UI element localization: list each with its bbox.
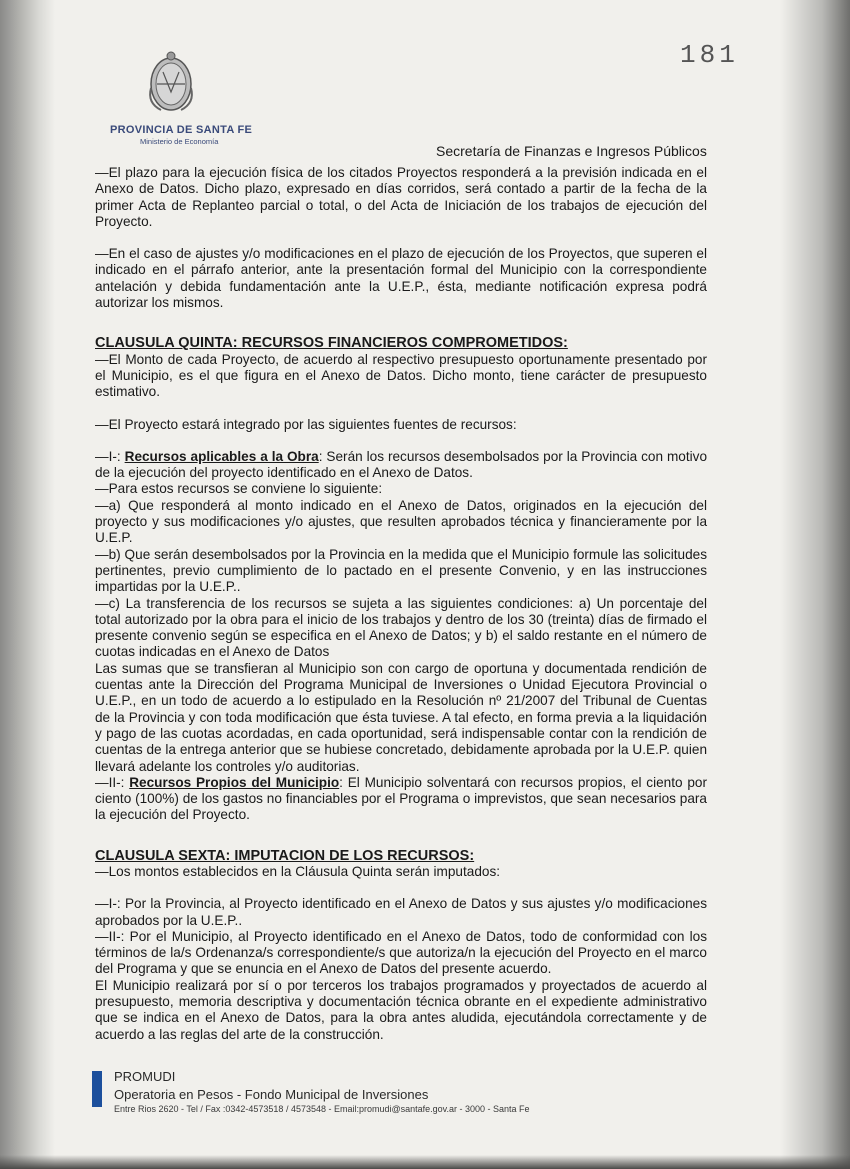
clause-label: CLAUSULA QUINTA: — [95, 335, 238, 352]
paragraph: Las sumas que se transfieran al Municipio son con cargo de oportuna y documentada rendición de cuentas ante la Dirección del Programa Municipal de Inversiones o Unidad Ejecutora Provincial o U.E.P., en un todo de acuerdo a lo estipulado en la Resolución nº 21/2007 del Tribunal de Cuentas de la Provincia y con toda modificación que ésta tuviese. A tal efecto, en forma previa a la liquidación y pago de las cuotas acordadas, en cada oportunidad, será indispensable contar con la rendición de cuentas de la entrega anterior que se hubiese concretado, debidamente aprobada por la U.E.P. quien llevará adelante los controles y/o auditorias. — [95, 660, 707, 774]
paragraph: —c) La transferencia de los recursos se sujeta a las siguientes condiciones: a) Un porcentaje del total autorizado por la obra para el inicio de los trabajos y dentro de los 30 (treinta) días de firmado el presente convenio según se especifica en el Anexo de Datos; y b) el saldo restante en el número de cuotas indicadas en el Anexo de Datos — [95, 595, 707, 660]
ministry-name: Ministerio de Economía — [140, 137, 219, 146]
paragraph: El Municipio realizará por sí o por terceros los trabajos programados y proyectados de acuerdo al presupuesto, memoria descriptiva y documentación técnica obrante en el expediente administrativo que se indica en el Anexo de Datos, para la obra antes aludida, ejecutándola correctamente y de acuerdo a las reglas del arte de la construcción. — [95, 977, 707, 1042]
clause-heading-quinta — [95, 335, 707, 351]
province-name: PROVINCIA DE SANTA FE — [110, 124, 253, 136]
subheading: Recursos Propios del Municipio — [129, 774, 340, 790]
paragraph: —I-: Por la Provincia, al Proyecto identificado en el Anexo de Datos y sus ajustes y/o modificaciones aprobados por la U.E.P.. — [95, 896, 707, 928]
item-prefix: —I-: — [95, 448, 125, 464]
footer-contact: Entre Rios 2620 - Tel / Fax :0342-4573518 / 4573548 - Email:promudi@santafe.gov.ar - 3000 - Santa Fe — [114, 1104, 530, 1114]
paragraph: —a) Que responderá al monto indicado en el Anexo de Datos, originados en la ejecución del proyecto y sus modificaciones y/o ajustes, que resulten aprobados técnica y financieramente por la U.E.P. — [95, 497, 707, 546]
paragraph: —Para estos recursos se conviene lo siguiente: — [95, 481, 383, 497]
paragraph: —El plazo para la ejecución física de los citados Proyectos responderá a la previsión indicada en el Anexo de Datos. Dicho plazo, expresado en días corridos, será contado a partir de la fecha de la primer Acta de Replanteo parcial o total, o del Acta de Iniciación de los trabajos de ejecución del Proyecto. — [95, 165, 707, 229]
paragraph: —El Monto de cada Proyecto, de acuerdo al respectivo presupuesto oportunamente presentado por el Municipio, es el que figura en el Anexo de Datos. Dicho monto, tiene carácter de presupuesto estimativo. — [95, 351, 707, 400]
clause-label: CLAUSULA SEXTA: — [95, 847, 231, 864]
bottom-shadow — [0, 1155, 850, 1169]
clause-title: IMPUTACION DE LOS RECURSOS: — [234, 847, 475, 864]
paragraph: —II-: Por el Municipio, al Proyecto identificado en el Anexo de Datos, todo de conformidad con los términos de la/s Ordenanza/s correspondiente/s que autoriza/n la ejecución del Proyecto en el marco del Programa y que se enuncia en el Anexo de Datos del presente acuerdo. — [95, 928, 707, 977]
footer-org: PROMUDI — [114, 1069, 176, 1084]
clause-heading-sexta — [95, 848, 707, 864]
paragraph — [95, 449, 707, 482]
footer-description: Operatoria en Pesos - Fondo Municipal de Inversiones — [114, 1087, 429, 1102]
paragraph: —b) Que serán desembolsados por la Provincia en la medida que el Municipio formule las solicitudes pertinentes, previo cumplimiento de lo pactado en el presente Convenio, y en las instrucciones impartidas por la U.E.P.. — [95, 546, 707, 595]
paragraph: —En el caso de ajustes y/o modificaciones en el plazo de ejecución de los Proyectos, que superen el indicado en el párrafo anterior, ante la presentación formal del Municipio con la correspondiente antelación y debida fundamentación ante la U.E.P., ésta, mediante notificación expresa podrá autorizar los mismos. — [95, 246, 707, 311]
footer-accent-bar — [92, 1071, 102, 1107]
item-text: : Serán los recursos desembolsados por la Provincia con motivo de la ejecución del proyecto identificado en el Anexo de Datos. — [95, 448, 708, 481]
paragraph: —Los montos establecidos en la Cláusula Quinta serán imputados: — [95, 863, 501, 879]
item-prefix: —II-: — [95, 774, 130, 790]
province-seal-icon — [143, 48, 199, 118]
edge-shadow — [780, 0, 850, 1169]
paragraph — [95, 775, 707, 824]
binding-shadow — [0, 0, 55, 1169]
document-body — [95, 165, 707, 1043]
clause-title: RECURSOS FINANCIEROS COMPROMETIDOS: — [241, 335, 568, 352]
subheading: Recursos aplicables a la Obra — [124, 448, 319, 464]
secretaria-name: Secretaría de Finanzas e Ingresos Públicos — [436, 143, 707, 159]
paragraph: —El Proyecto estará integrado por las siguientes fuentes de recursos: — [95, 416, 517, 432]
item-text: : El Municipio solventará con recursos propios, el ciento por ciento (100%) de los gastos no financiables por el Programa o imprevistos, que sean necesarios para la ejecución del Proyecto. — [95, 774, 707, 823]
page-number: 181 — [680, 40, 739, 70]
